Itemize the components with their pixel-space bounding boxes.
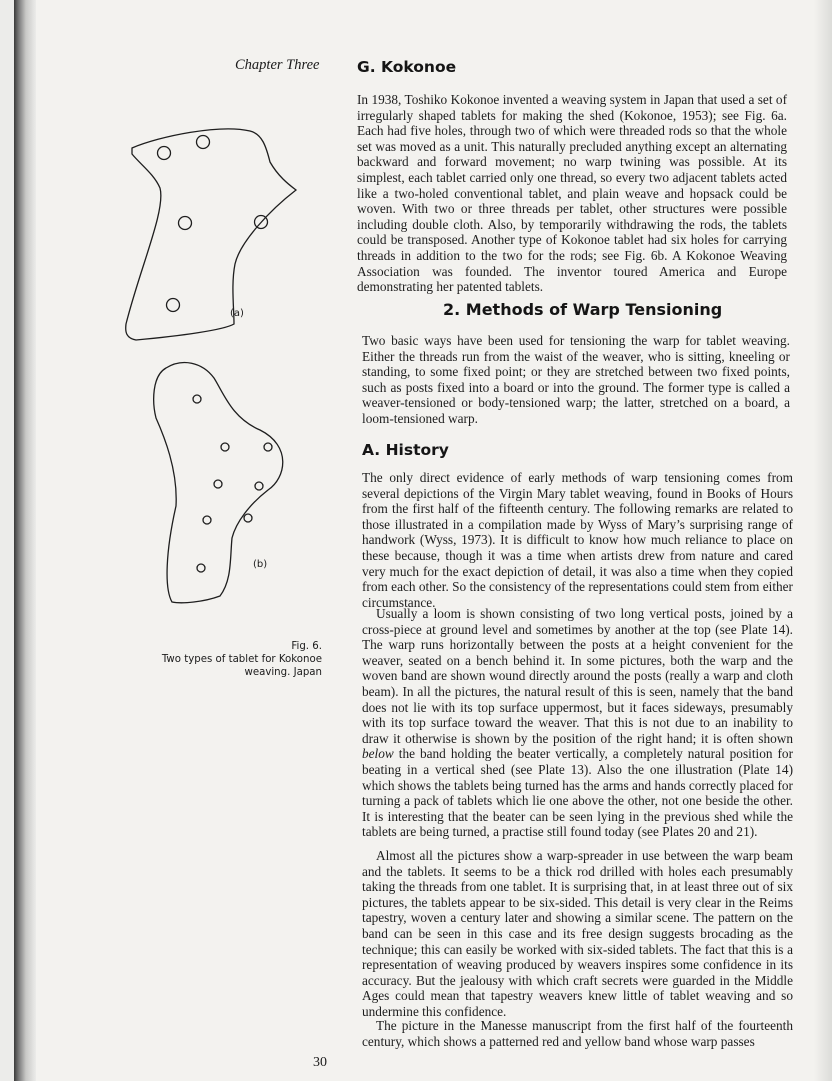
page-edge-shade bbox=[814, 0, 832, 1081]
tablet-a-hole-5 bbox=[167, 299, 180, 312]
section-heading-warp-tensioning: 2. Methods of Warp Tensioning bbox=[443, 300, 723, 319]
running-head-chapter: Chapter Three bbox=[235, 57, 320, 73]
tablet-b-hole-5 bbox=[255, 482, 263, 490]
tablet-b-hole-3 bbox=[264, 443, 272, 451]
paragraph-history-2-part-a: Usually a loom is shown consisting of two long vertical posts, joined by a cross-piece at ground level and sometimes by another at the top (see Plate 14). The warp runs horizontally between the posts at a height convenient for the weaver, seated on a bench behind it. In some pictures, both the warp and the woven band are shown wound directly around the posts (really a warp and cloth beam). In all the pictures, the natural result of this is seen, namely that the band does not lie with its top surface uppermost, but it faces sideways, presumably with its top surface toward the weaver. That this is not due to an inability to draw it otherwise is shown by the position of the right hand; it is often shown bbox=[362, 606, 793, 746]
section-heading-history: A. History bbox=[362, 441, 449, 459]
paragraph-history-4: The picture in the Manesse manuscript from the first half of the fourteenth century, which shows a patterned red and yellow band whose warp passes bbox=[362, 1018, 793, 1049]
tablet-a-drawing bbox=[126, 129, 296, 340]
tablet-a-outline bbox=[126, 129, 296, 340]
figure-caption bbox=[150, 640, 322, 679]
figure-caption-number: Fig. 6. bbox=[291, 641, 322, 652]
figure-label-a: (a) bbox=[230, 308, 244, 319]
section-heading-kokonoe: G. Kokonoe bbox=[357, 58, 457, 76]
tablet-a-hole-1 bbox=[158, 147, 171, 160]
emphasis-below: below bbox=[362, 746, 394, 762]
page-number: 30 bbox=[313, 1055, 327, 1070]
tablet-b-hole-2 bbox=[221, 443, 229, 451]
tablet-b-hole-1 bbox=[193, 395, 201, 403]
figure-kokonoe-tablets bbox=[120, 118, 320, 618]
figure-caption-text: Two types of tablet for Kokonoe weaving. Japan bbox=[161, 654, 322, 678]
tablet-b-hole-4 bbox=[214, 480, 222, 488]
paragraph-history-3: Almost all the pictures show a warp-spreader in use between the warp beam and the tablets. It seems to be a thick rod drilled with holes each presumably taking the threads from one tablet. It is surprising that, in at least three out of six pictures, the tablets appear to be six-sided. This detail is very clear in the Reims tapestry, woven a century later and showing a similar scene. The pattern on the band can be seen in this case and its free design suggests brocading as the technique; this can easily be worked with six-sided tablets. The fact that this is a representation of weaving produced by weavers inspires some confidence in its accuracy. But the jealousy with which craft secrets were guarded in the Middle Ages could mean that tapestry weavers knew little of tablet weaving and so undermine this confidence. bbox=[362, 848, 793, 1019]
tablet-b-hole-7 bbox=[244, 514, 252, 522]
tablet-a-hole-2 bbox=[197, 136, 210, 149]
page-gutter-shadow bbox=[14, 0, 36, 1081]
tablet-a-hole-3 bbox=[179, 217, 192, 230]
tablet-b-hole-8 bbox=[197, 564, 205, 572]
paragraph-history-1: The only direct evidence of early methods of warp tensioning comes from several depictions of the Virgin Mary tablet weaving, found in Books of Hours from the first half of the fifteenth century. The following remarks are related to those illustrated in a compilation made by Wyss of Mary’s surprising range of handwork (Wyss, 1973). It is difficult to know how much reliance to place on these because, though it was a time when artists drew from nature and cared very much for the exact depiction of detail, it was also a time when they copied from each other. So the consistency of the representations could stem from either circumstance. bbox=[362, 470, 793, 610]
paragraph-kokonoe: In 1938, Toshiko Kokonoe invented a weaving system in Japan that used a set of irregularly shaped tablets for making the shed (Kokonoe, 1953); see Fig. 6a. Each had five holes, through two of which were threaded rods so that the whole set was moved as a unit. This naturally precluded anything except an alternating backward and forward movement; no warp twining was possible. At its simplest, each tablet carried only one thread, so every two adjacent tablets acted like a two-holed conventional tablet, and plain weave and hopsack could be woven. With two or three threads per tablet, other structures were possible including double cloth. Also, by temporarily withdrawing the rods, the tablets could be transposed. Another type of Kokonoe tablet had six holes for carrying threads in addition to the two for the rods; see Fig. 6b. A Kokonoe Weaving Association was founded. The inventor toured America and Europe demonstrating her patented tablets. bbox=[357, 92, 787, 295]
figure-label-b: (b) bbox=[253, 559, 268, 570]
paragraph-history-2-part-b: the band holding the beater vertically, a completely natural position for beating in a vertical shed (see Plate 13). Also the one illustration (Plate 14) which shows the tablets being turned has the arms and hands correctly placed for turning a pack of tablets which lie one above the other, not one beside the other. It is interesting that the beater can be seen lying in the previous shed while the tablets are being turned, a practise still found today (see Plates 20 and 21). bbox=[362, 746, 793, 840]
paragraph-history-2 bbox=[362, 606, 793, 840]
paragraph-warp-tensioning: Two basic ways have been used for tensioning the warp for tablet weaving. Either the threads run from the waist of the weaver, who is sitting, kneeling or standing, to some fixed point; or they are stretched between two fixed points, such as posts fixed into a board or into the ground. The former type is called a weaver-tensioned or body-tensioned warp; the latter, stretched on a board, a loom-tensioned warp. bbox=[362, 333, 790, 426]
tablet-b-hole-6 bbox=[203, 516, 211, 524]
